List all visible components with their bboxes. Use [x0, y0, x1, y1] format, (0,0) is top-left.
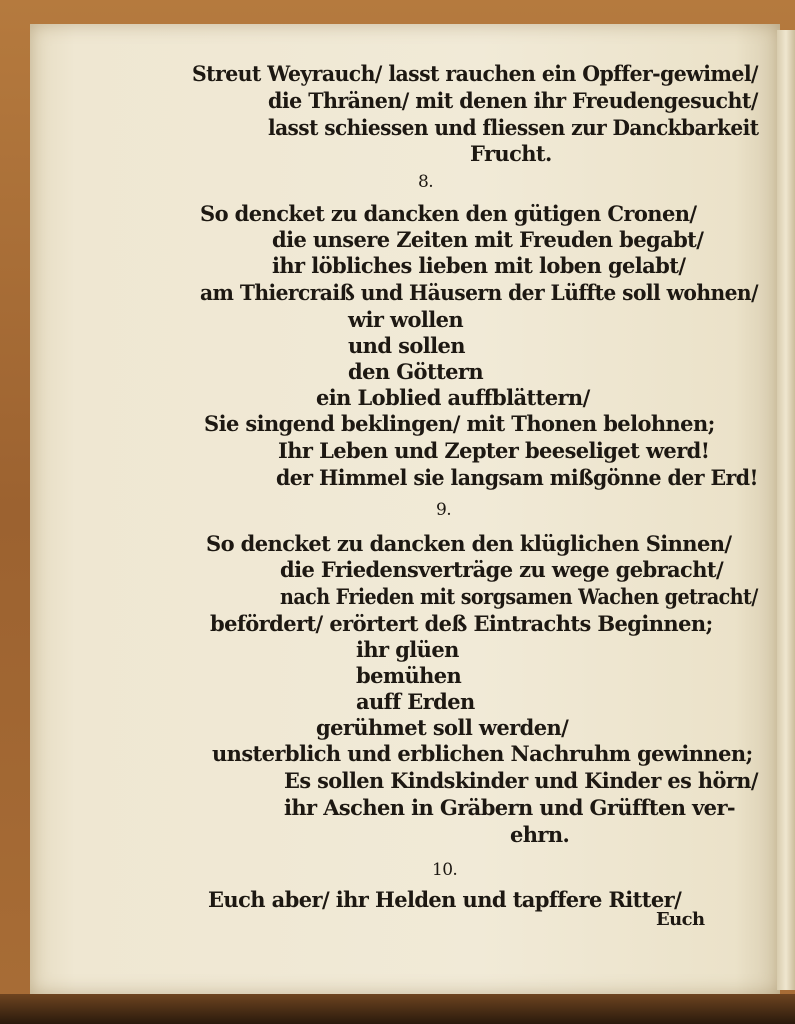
poem-line: Streut Weyrauch/ lasst rauchen ein Opffer-gewimel/	[192, 61, 758, 86]
catchword: Euch	[656, 909, 705, 930]
poem-line: am Thiercraiß und Häusern der Lüffte soll wohnen/	[200, 280, 758, 305]
poem-line: die Friedensverträge zu wege gebracht/	[280, 557, 724, 582]
poem-line: So dencket zu dancken den klüglichen Sinnen/	[206, 531, 732, 556]
poem-line: ehrn.	[510, 822, 570, 847]
poem-line: nach Frieden mit sorgsamen Wachen getracht/	[280, 584, 758, 609]
poem-line: befördert/ erörtert deß Eintrachts Beginnen;	[210, 611, 713, 636]
poem-line: Es sollen Kindskinder und Kinder es hörn/	[284, 768, 758, 793]
poem-line: die unsere Zeiten mit Freuden begabt/	[272, 227, 704, 252]
poem-line: ein Loblied auffblättern/	[316, 385, 590, 410]
poem-line: Sie singend beklingen/ mit Thonen belohnen;	[204, 411, 715, 436]
stanza-number: 8.	[418, 172, 434, 192]
poem-line: lasst schiessen und fliessen zur Danckbarkeit	[268, 115, 759, 140]
poem-line: den Göttern	[348, 359, 484, 384]
poem-line: die Thränen/ mit denen ihr Freudengesucht/	[268, 88, 758, 113]
poem-line: ihr löbliches lieben mit loben gelabt/	[272, 253, 686, 278]
stanza-number: 10.	[432, 860, 458, 880]
poem-line: gerühmet soll werden/	[316, 715, 569, 740]
poem-line: Euch aber/ ihr Helden und tapffere Ritter/	[208, 887, 682, 912]
poem-line: ihr glüen	[356, 637, 459, 662]
poem-line: bemühen	[356, 663, 462, 688]
poem-line: ihr Aschen in Gräbern und Grüfften ver-	[284, 795, 736, 820]
poem-line: So dencket zu dancken den gütigen Cronen/	[200, 201, 697, 226]
poem-line: und sollen	[348, 333, 465, 358]
poem-line: der Himmel sie langsam mißgönne der Erd!	[276, 465, 758, 490]
stanza-number: 9.	[436, 500, 452, 520]
poem-line: auff Erden	[356, 689, 475, 714]
poem-line: unsterblich und erblichen Nachruhm gewinnen;	[212, 741, 753, 766]
poem-line: Ihr Leben und Zepter beeseliget werd!	[278, 438, 710, 463]
poem-line: Frucht.	[470, 141, 552, 166]
poem-line: wir wollen	[348, 307, 464, 332]
